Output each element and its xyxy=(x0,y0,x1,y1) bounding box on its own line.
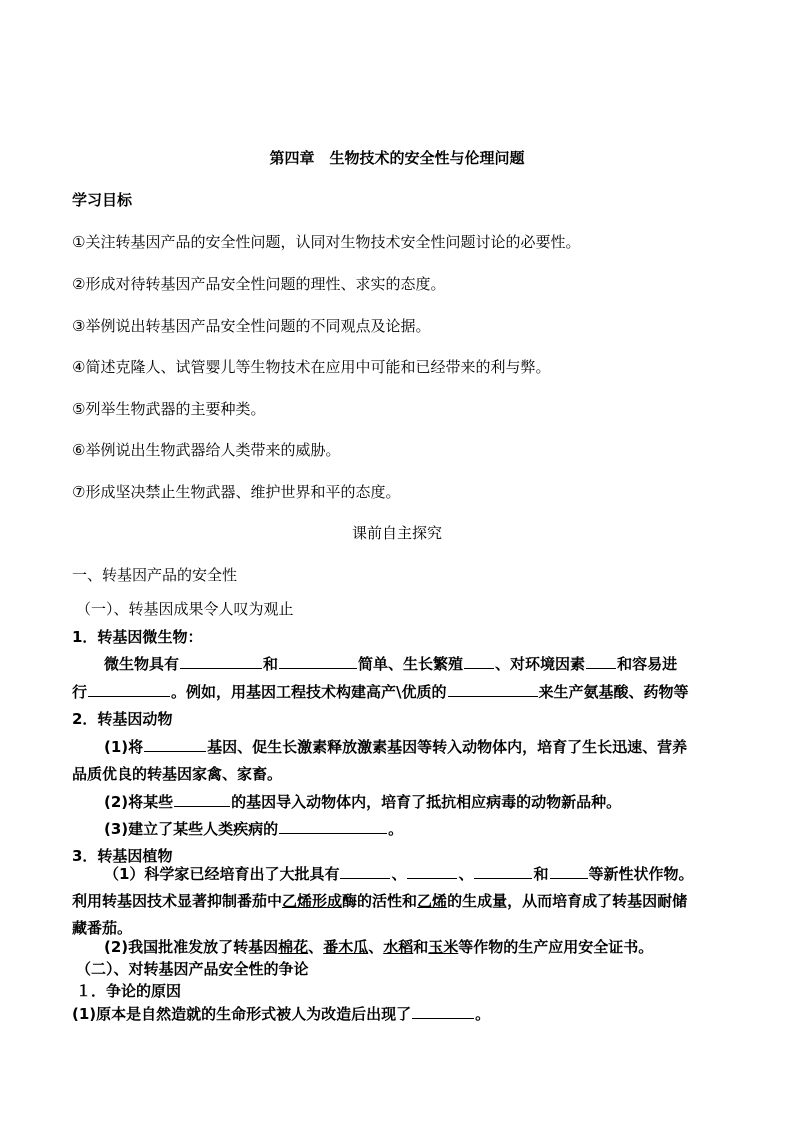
item3-p1a: （1）科学家已经培育出了大批具有 、 、 和 等新性状作物。 xyxy=(104,865,694,883)
fill-blank[interactable] xyxy=(448,681,538,697)
goals-heading: 学习目标 xyxy=(72,191,133,209)
item1-line2: 行 。例如，用基因工程技术构建高产\优质的 来生产氨基酸、药物等 xyxy=(72,683,689,701)
sub1-heading: （一）、转基因成果令人叹为观止 xyxy=(76,600,294,618)
sub2-heading: （二）、对转基因产品安全性的争论 xyxy=(76,960,309,978)
item3-p2: (2)我国批准发放了转基因棉花、番木瓜、水稻和玉米等作物的生产应用安全证书。 xyxy=(104,938,654,956)
section-heading: 课前自主探究 xyxy=(351,524,442,542)
fill-blank[interactable] xyxy=(174,791,230,807)
goal-6: ⑥举例说出生物武器给人类带来的威胁。 xyxy=(72,441,341,459)
item4-heading: １．争论的原因 xyxy=(76,982,182,1000)
fill-blank[interactable] xyxy=(279,818,387,834)
part1-heading: 一、转基因产品的安全性 xyxy=(72,566,238,584)
fill-blank[interactable] xyxy=(412,1003,474,1019)
fill-blank[interactable] xyxy=(464,653,494,669)
goal-2: ②形成对待转基因产品安全性问题的理性、求实的态度。 xyxy=(72,275,446,293)
fill-blank[interactable] xyxy=(550,863,588,879)
goal-3: ③举例说出转基因产品安全性问题的不同观点及论据。 xyxy=(72,317,431,335)
item2-p1a: (1)将 基因、促生长激素释放激素基因等转入动物体内，培育了生长迅速、营养 xyxy=(104,738,688,756)
fill-blank[interactable] xyxy=(407,863,457,879)
item2-p2: (2)将某些 的基因导入动物体内，培育了抵抗相应病毒的动物新品种。 xyxy=(104,793,622,811)
item1-line1: 微生物具有 和 简单、生长繁殖 、对环境因素 和容易进 xyxy=(104,655,678,673)
item3-p1c: 藏番茄。 xyxy=(72,919,133,937)
goal-7: ⑦形成坚决禁止生物武器、维护世界和平的态度。 xyxy=(72,483,401,501)
goal-5: ⑤列举生物武器的主要种类。 xyxy=(72,400,266,418)
item2-p3: (3)建立了某些人类疾病的 。 xyxy=(104,820,404,838)
goal-1: ①关注转基因产品的安全性问题，认同对生物技术安全性问题讨论的必要性。 xyxy=(72,233,581,251)
fill-blank[interactable] xyxy=(88,681,170,697)
item4-p1: (1)原本是自然造就的生命形式被人为改造后出现了 。 xyxy=(72,1005,491,1023)
fill-blank[interactable] xyxy=(279,653,357,669)
item1-heading: 1．转基因微生物： xyxy=(72,628,203,646)
item3-heading: 3．转基因植物 xyxy=(72,847,173,865)
fill-blank[interactable] xyxy=(144,736,206,752)
fill-blank[interactable] xyxy=(340,863,390,879)
item2-heading: 2．转基因动物 xyxy=(72,710,173,728)
goal-4: ④简述克隆人、试管婴儿等生物技术在应用中可能和已经带来的利与弊。 xyxy=(72,358,551,376)
fill-blank[interactable] xyxy=(474,863,532,879)
fill-blank[interactable] xyxy=(180,653,262,669)
item2-p1b: 品质优良的转基因家禽、家畜。 xyxy=(72,765,283,783)
fill-blank[interactable] xyxy=(586,653,616,669)
item3-p1b: 利用转基因技术显著抑制番茄中乙烯形成酶的活性和乙烯的生成量，从而培育成了转基因耐储 xyxy=(72,892,688,910)
chapter-title: 第四章 生物技术的安全性与伦理问题 xyxy=(269,149,525,167)
